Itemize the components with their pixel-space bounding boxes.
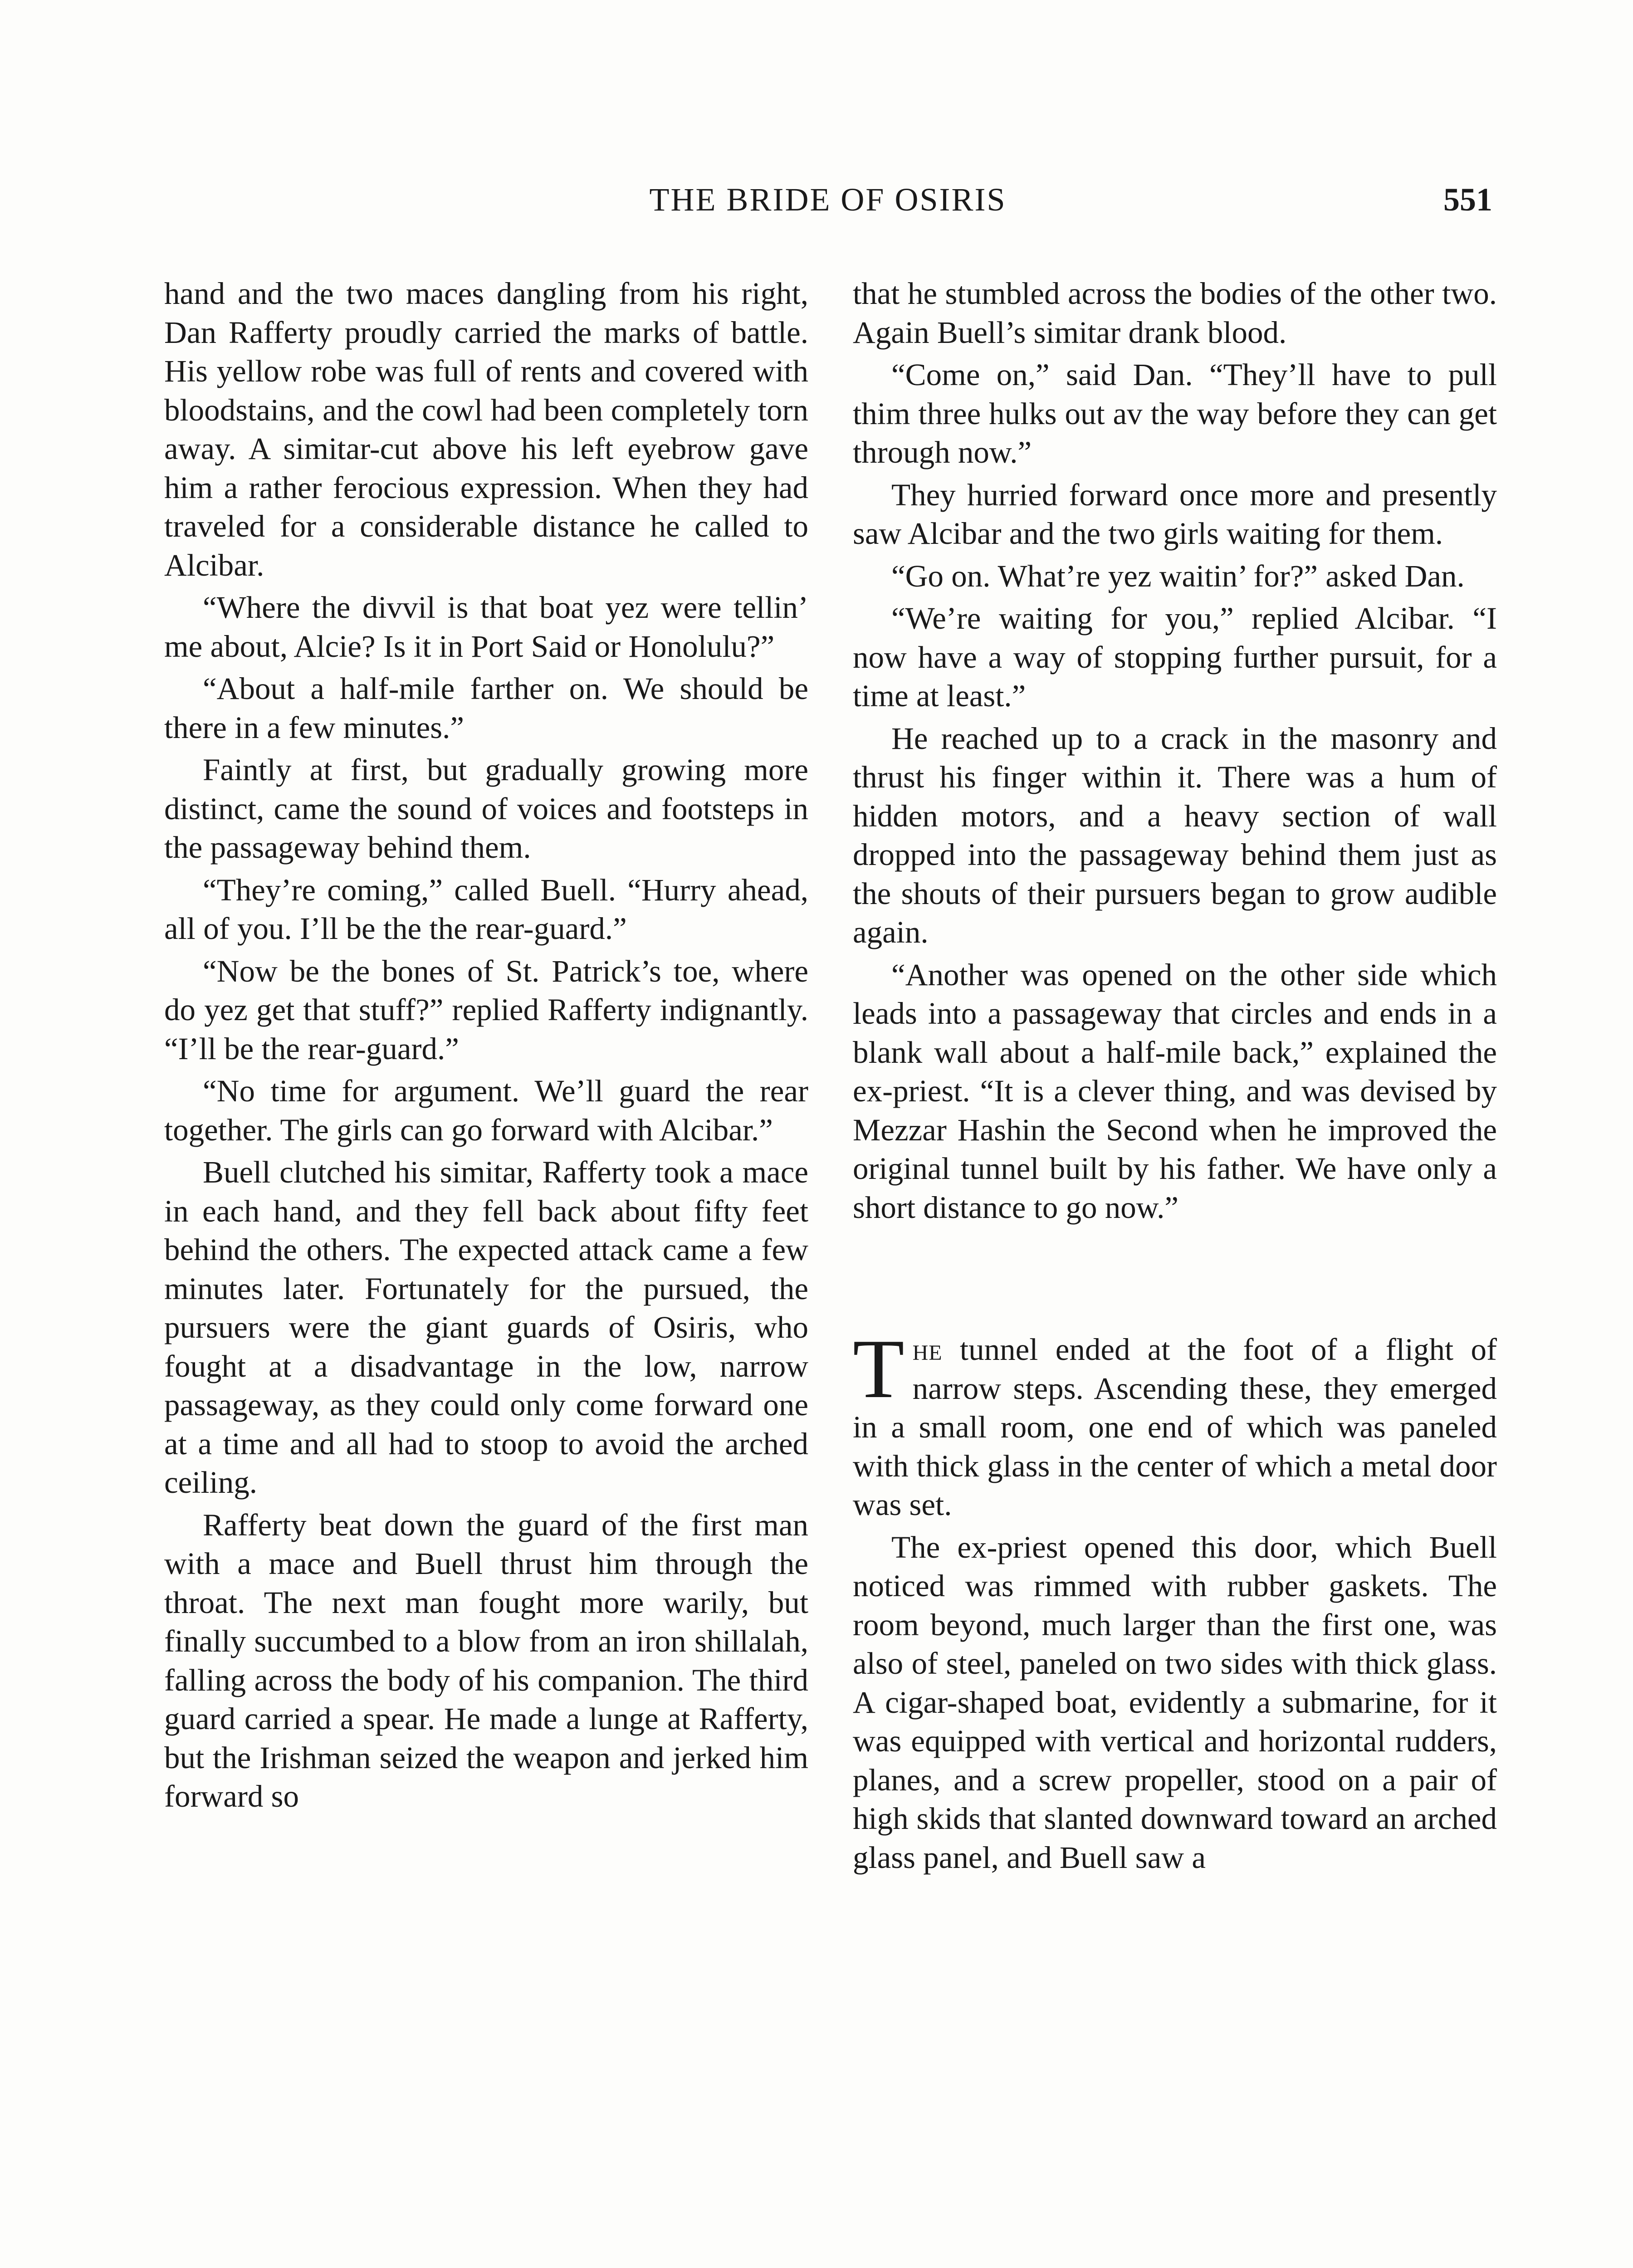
paragraph: “We’re waiting for you,” replied Alcibar. “I now have a way of stopping further pursuit, for a time at least.” xyxy=(853,601,1497,713)
paragraph: “Come on,” said Dan. “They’ll have to pull thim three hulks out av the way before they can get through now.” xyxy=(853,357,1497,469)
paragraph: “No time for argument. We’ll guard the rear together. The girls can go forward with Alcibar.” xyxy=(164,1074,808,1147)
paragraph: Rafferty beat down the guard of the first man with a mace and Buell thrust him through the throat. The next man fought more warily, but finally succumbed to a blow from an iron shillalah, falling across the body of his companion. The third guard carried a spear. He made a lunge at Rafferty, but the Irishman seized the weapon and jerked him forward so xyxy=(164,1507,808,1813)
running-title: THE BRIDE OF OSIRIS xyxy=(649,181,1007,218)
paragraph: Faintly at first, but gradually growing more distinct, came the sound of voices and footsteps in the passageway behind them. xyxy=(164,753,808,865)
paragraph: “Another was opened on the other side which leads into a passageway that circles and ends in a blank wall about a half-mile back,” explained the ex-priest. “It is a clever thing, and was devised by Mezzar Hashin the Second when he improved the original tunnel built by his father. We have only a short distance to go now.” xyxy=(853,957,1497,1225)
running-head xyxy=(163,179,1492,220)
paragraph: “They’re coming,” called Buell. “Hurry ahead, all of you. I’ll be the the rear-guard.” xyxy=(164,872,808,946)
paragraph: “Where the divvil is that boat yez were tellin’ me about, Alcie? Is it in Port Said or Honolulu?” xyxy=(164,590,808,664)
paragraph: “About a half-mile farther on. We should be there in a few minutes.” xyxy=(164,671,808,745)
paragraph: They hurried forward once more and presently saw Alcibar and the two girls waiting for them. xyxy=(853,477,1497,551)
paragraph-text: tunnel ended at the foot of a flight of narrow steps. Ascending these, they emerged in a small room, one end of which was paneled with thick glass in the center of which a metal door was set. xyxy=(853,1332,1497,1522)
paragraph: The ex-priest opened this door, which Buell noticed was rimmed with rubber gaskets. The room beyond, much larger than the first one, was also of steel, paneled on two sides with thick glass. A cigar-shaped boat, evidently a submarine, for it was equipped with vertical and horizontal rudders, planes, and a screw propeller, stood on a pair of high skids that slanted downward toward an arched glass panel, and Buell saw a xyxy=(853,1530,1497,1875)
left-column xyxy=(164,274,808,1820)
paragraph: Buell clutched his simitar, Rafferty took a mace in each hand, and they fell back about fifty feet behind the others. The expected attack came a few minutes later. Fortunately for the pursued, the pursuers were the giant guards of Osiris, who fought at a disadvantage in the low, narrow passageway, as they could only come forward one at a time and all had to stoop to avoid the arched ceiling. xyxy=(164,1155,808,1500)
paragraph: that he stumbled across the bodies of the other two. Again Buell’s simitar drank blood. xyxy=(853,276,1497,350)
page-number: 551 xyxy=(1443,181,1492,218)
paragraph: He reached up to a crack in the masonry and thrust his finger within it. There was a hum of hidden motors, and a heavy section of wall dropped into the passageway behind them just as the shouts of their pursuers began to grow audible again. xyxy=(853,721,1497,949)
small-caps-lead: he xyxy=(912,1332,943,1367)
paragraph: “Now be the bones of St. Patrick’s toe, where do yez get that stuff?” replied Rafferty indignantly. “I’ll be the rear-guard.” xyxy=(164,953,808,1066)
section-break xyxy=(853,1231,1497,1330)
paragraph: “Go on. What’re yez waitin’ for?” asked Dan. xyxy=(891,558,1465,593)
right-column xyxy=(853,274,1497,1881)
drop-cap: T xyxy=(853,1322,905,1416)
paragraph: hand and the two maces dangling from his right, Dan Rafferty proudly carried the marks of battle. His yellow robe was full of rents and covered with bloodstains, and the cowl had been completely torn away. A simitar-cut above his left eyebrow gave him a rather ferocious expression. When they had traveled for a considerable distance he called to Alcibar. xyxy=(164,276,808,582)
section-opening-paragraph xyxy=(853,1322,1497,1525)
